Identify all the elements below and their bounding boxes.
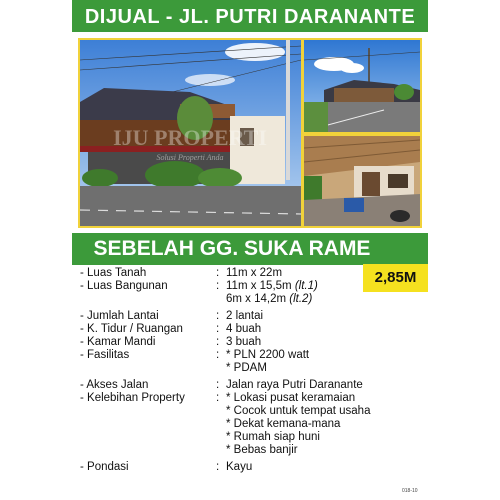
- label: - Akses Jalan: [80, 379, 149, 391]
- note-floor-2: (lt.2): [289, 293, 313, 305]
- value: 3 buah: [226, 336, 262, 348]
- value-floor-1: 11m x 15,5m: [226, 280, 292, 292]
- watermark-tagline: Solusi Properti Anda: [156, 153, 224, 162]
- detail-row-kelebihan-3: [80, 418, 380, 431]
- poster-code: 018-10: [402, 488, 418, 494]
- detail-row-luas-bangunan-2: [80, 293, 380, 306]
- detail-row-luas-tanah: [80, 267, 380, 280]
- value: 11m x 22m: [226, 267, 283, 279]
- label: - Luas Tanah: [80, 267, 147, 279]
- value: Kayu: [226, 461, 253, 473]
- detail-row-pondasi: [80, 461, 380, 474]
- list-item: * PLN 2200 watt: [226, 349, 310, 361]
- property-poster: [72, 0, 428, 500]
- list-item: * PDAM: [226, 362, 267, 374]
- value: 4 buah: [226, 323, 262, 335]
- label: - Pondasi: [80, 461, 129, 473]
- colon: :: [216, 310, 220, 322]
- detail-row-kelebihan-2: [80, 405, 380, 418]
- list-item: * Cocok untuk tempat usaha: [226, 405, 371, 417]
- label: - Fasilitas: [80, 349, 130, 361]
- subheadline: SEBELAH GG. SUKA RAME: [93, 237, 371, 260]
- value: Jalan raya Putri Daranante: [226, 379, 363, 391]
- colon: :: [216, 392, 220, 404]
- colon: :: [216, 379, 220, 391]
- value: [226, 280, 318, 293]
- street-view-photo: [302, 38, 422, 134]
- detail-row-fasilitas-2: [80, 362, 380, 375]
- value: [226, 293, 312, 306]
- watermark-brand: IJU PROPERTI: [113, 125, 267, 150]
- list-item: * Rumah siap huni: [226, 431, 320, 443]
- interior-photo: [302, 134, 422, 228]
- value-floor-2: 6m x 14,2m: [226, 293, 287, 305]
- main-house-photo: [78, 38, 303, 228]
- label: - Kamar Mandi: [80, 336, 156, 348]
- label: - Luas Bangunan: [80, 280, 168, 292]
- colon: :: [216, 323, 220, 335]
- detail-row-kamar-mandi: [80, 336, 380, 349]
- detail-row-kelebihan-4: [80, 431, 380, 444]
- colon: :: [216, 336, 220, 348]
- label: - K. Tidur / Ruangan: [80, 323, 183, 335]
- price-badge: 2,85M: [363, 264, 428, 292]
- list-item: * Bebas banjir: [226, 444, 298, 456]
- list-item: * Dekat kemana-mana: [226, 418, 341, 430]
- detail-row-kelebihan: [80, 392, 380, 405]
- detail-row-akses-jalan: [80, 379, 380, 392]
- note-floor-1: (lt.1): [294, 280, 318, 292]
- detail-row-jumlah-lantai: [80, 310, 380, 323]
- detail-row-luas-bangunan: [80, 280, 380, 293]
- label: - Kelebihan Property: [80, 392, 185, 404]
- property-details: [80, 267, 380, 474]
- colon: :: [216, 280, 220, 292]
- colon: :: [216, 461, 220, 473]
- colon: :: [216, 267, 220, 279]
- detail-row-kelebihan-5: [80, 444, 380, 457]
- headline: DIJUAL - JL. PUTRI DARANANTE: [84, 6, 416, 28]
- list-item: * Lokasi pusat keramaian: [226, 392, 356, 404]
- value: 2 lantai: [226, 310, 264, 322]
- detail-row-fasilitas: [80, 349, 380, 362]
- detail-row-kamar-tidur: [80, 323, 380, 336]
- colon: :: [216, 349, 220, 361]
- label: - Jumlah Lantai: [80, 310, 159, 322]
